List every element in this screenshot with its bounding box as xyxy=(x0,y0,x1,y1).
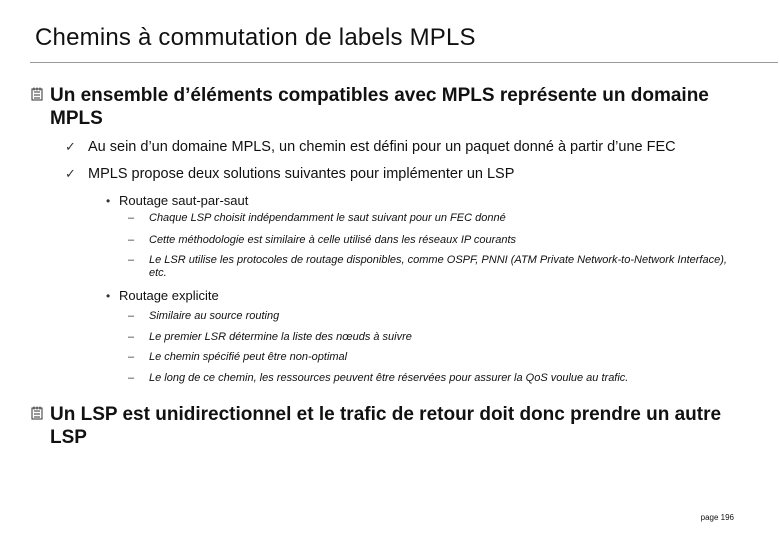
dash-icon: – xyxy=(128,234,135,246)
dash-icon: – xyxy=(128,372,135,384)
list-item: Similaire au source routing xyxy=(149,310,280,322)
list-item: Chaque LSP choisit indépendamment le saut suivant pour un FEC donné xyxy=(149,212,506,224)
group-label-explicit: Routage explicite xyxy=(119,288,219,303)
dot-icon: • xyxy=(106,194,111,208)
sub-bullet-2: MPLS propose deux solutions suivantes pour implémenter un LSP xyxy=(88,166,515,182)
sub-bullet-1: Au sein d’un domaine MPLS, un chemin est défini pour un paquet donné à partir d’une FEC xyxy=(88,139,676,155)
check-mark-icon: ✓ xyxy=(65,139,76,154)
dash-icon: – xyxy=(128,351,135,363)
list-item: Cette méthodologie est similaire à celle utilisé dans les réseaux IP courants xyxy=(149,234,517,246)
list-item: Le premier LSR détermine la liste des nœuds à suivre xyxy=(149,331,412,343)
title-rule xyxy=(30,62,778,63)
dash-icon: – xyxy=(128,310,135,322)
dot-icon: • xyxy=(106,289,111,303)
check-mark-icon: ✓ xyxy=(65,166,76,181)
list-item: Le chemin spécifié peut être non-optimal xyxy=(149,351,348,363)
slide-title: Chemins à commutation de labels MPLS xyxy=(35,24,476,51)
notepad-bullet-icon xyxy=(30,87,44,101)
dash-icon: – xyxy=(128,212,135,224)
group-label-hop-by-hop: Routage saut-par-saut xyxy=(119,193,249,208)
bullet-1: Un ensemble d’éléments compatibles avec MPLS représente un domaine MPLS xyxy=(50,85,709,129)
dash-icon: – xyxy=(128,254,135,266)
list-item: Le LSR utilise les protocoles de routage disponibles, comme OSPF, PNNI (ATM Private Network-to-Network Interface), etc. xyxy=(149,254,727,279)
page-number: page 196 xyxy=(700,513,734,522)
list-item: Le long de ce chemin, les ressources peuvent être réservées pour assurer la QoS voulue au trafic. xyxy=(149,372,629,384)
bullet-2: Un LSP est unidirectionnel et le trafic de retour doit donc prendre un autre LSP xyxy=(50,404,722,448)
notepad-bullet-icon xyxy=(30,406,44,420)
dash-icon: – xyxy=(128,331,135,343)
